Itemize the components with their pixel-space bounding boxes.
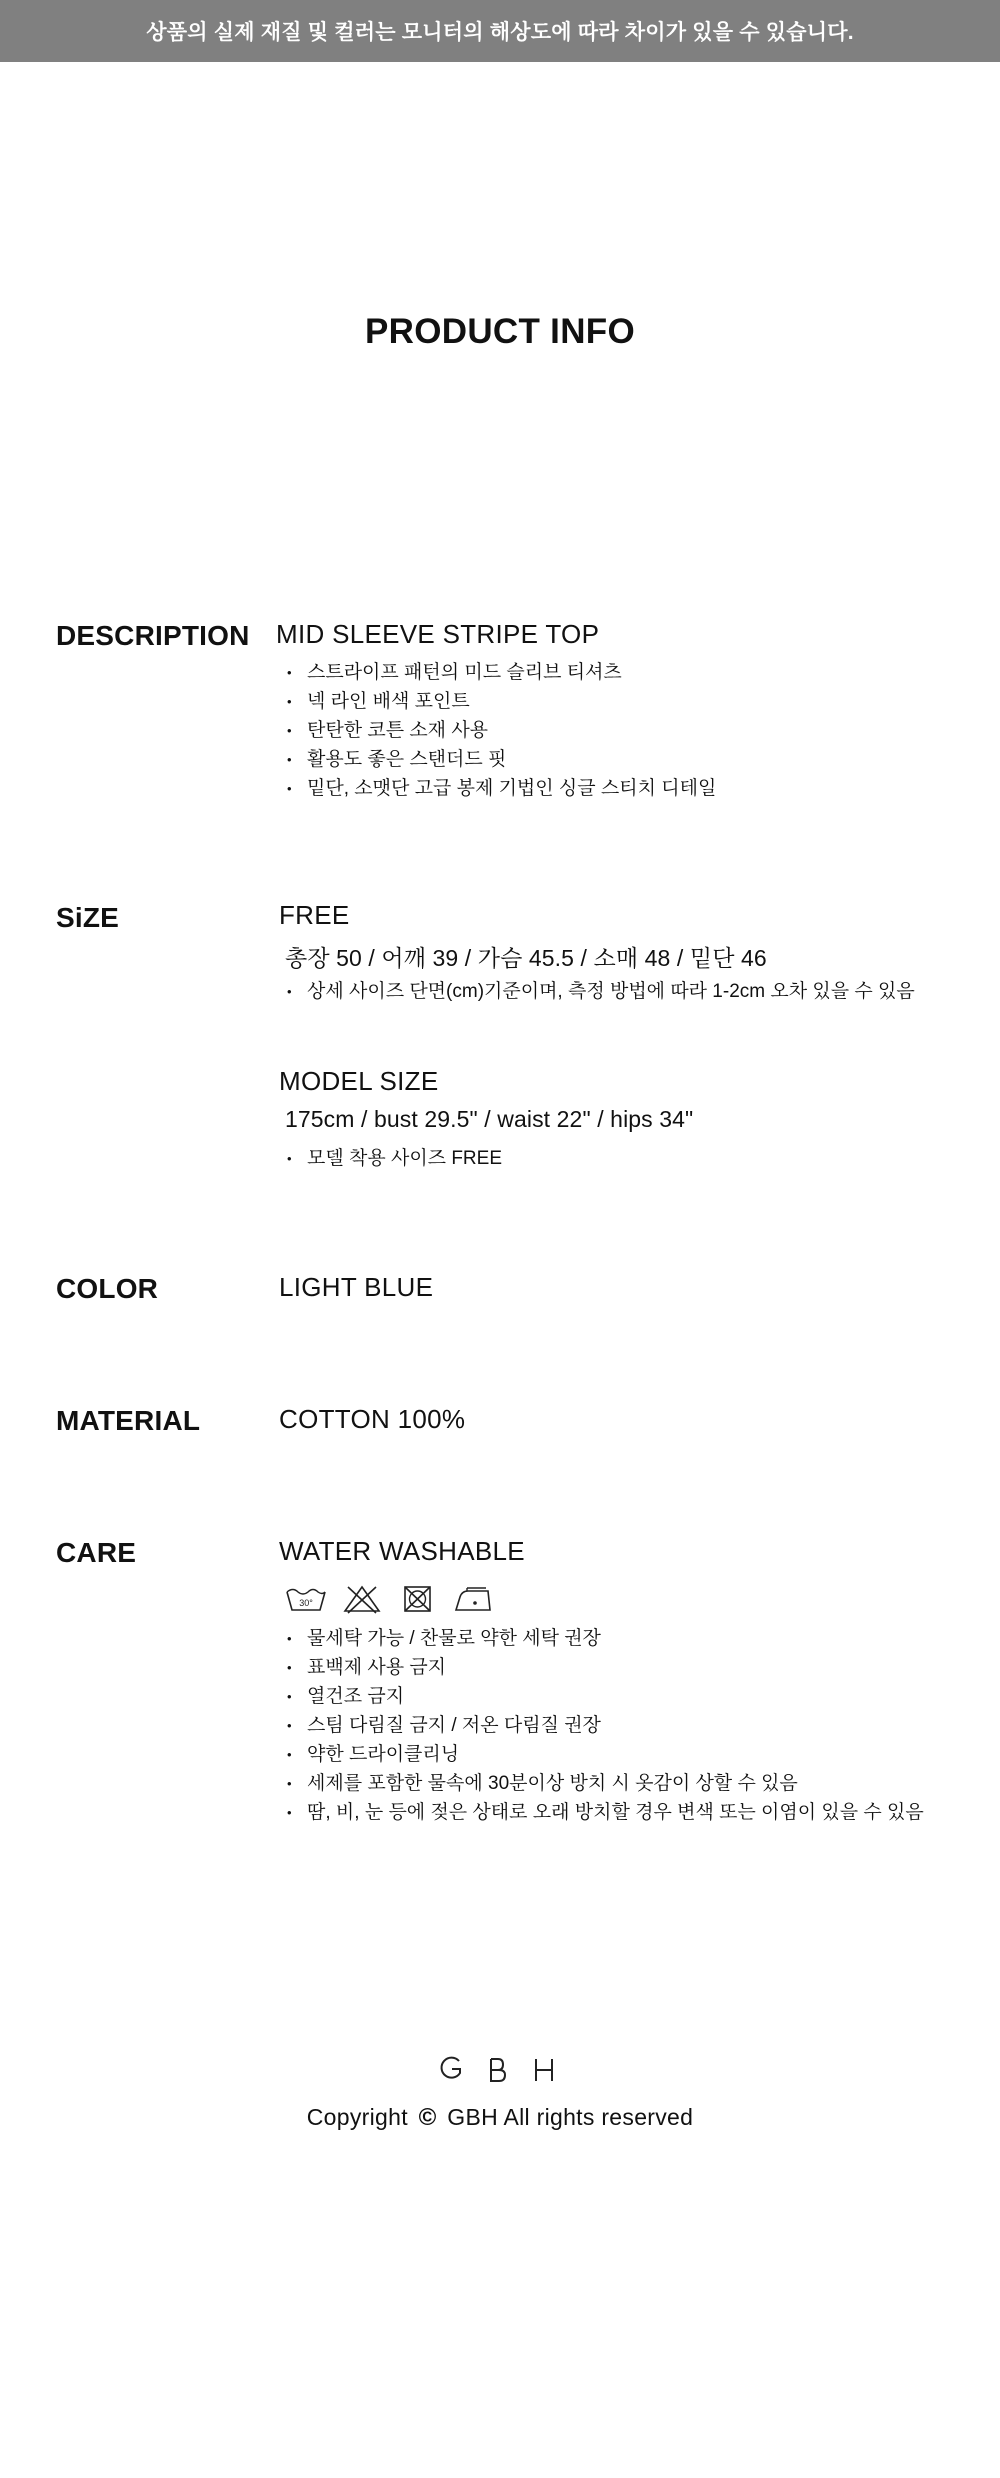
list-item: • 물세탁 가능 / 찬물로 약한 세탁 권장 bbox=[278, 1624, 924, 1653]
list-item: • 땀, 비, 눈 등에 젖은 상태로 오래 방치할 경우 변색 또는 이염이 있을 수 있음 bbox=[278, 1798, 924, 1827]
size-heading: FREE bbox=[279, 900, 350, 930]
model-measurements: 175cm / bust 29.5" / waist 22" / hips 34" bbox=[285, 1106, 694, 1132]
copyright-symbol: © bbox=[418, 2104, 437, 2131]
size-note-list bbox=[278, 977, 915, 1006]
brand-logo bbox=[0, 2053, 1000, 2085]
list-item: • 밑단, 소맷단 고급 봉제 기법인 싱글 스티치 디테일 bbox=[278, 774, 716, 803]
no-bleach-icon bbox=[340, 1583, 384, 1615]
wash-30-icon bbox=[284, 1583, 328, 1615]
copyright-prefix: Copyright bbox=[306, 2104, 408, 2130]
list-item: • 스팀 다림질 금지 / 저온 다림질 권장 bbox=[278, 1711, 924, 1740]
wash-temperature: 30° bbox=[299, 1598, 313, 1608]
model-note-list bbox=[278, 1144, 502, 1173]
care-heading: WATER WASHABLE bbox=[279, 1536, 525, 1566]
size-label: SiZE bbox=[56, 902, 120, 933]
list-item: • 세제를 포함한 물속에 30분이상 방치 시 옷감이 상할 수 있음 bbox=[278, 1769, 924, 1798]
iron-low-icon bbox=[452, 1583, 496, 1615]
notice-text: 상품의 실제 재질 및 컬러는 모니터의 해상도에 따라 차이가 있을 수 있습니다. bbox=[146, 21, 854, 44]
list-item: • 약한 드라이클리닝 bbox=[278, 1740, 924, 1769]
copyright-suffix: GBH All rights reserved bbox=[447, 2104, 694, 2130]
color-value: LIGHT BLUE bbox=[279, 1272, 434, 1302]
no-tumble-dry-icon bbox=[396, 1583, 440, 1615]
care-list bbox=[278, 1624, 924, 1827]
page-title: PRODUCT INFO bbox=[365, 312, 635, 351]
color-label: COLOR bbox=[56, 1273, 159, 1304]
list-item: • 표백제 사용 금지 bbox=[278, 1653, 924, 1682]
list-item: • 모델 착용 사이즈 FREE bbox=[278, 1144, 502, 1173]
list-item: • 활용도 좋은 스탠더드 핏 bbox=[278, 745, 716, 774]
care-icons bbox=[284, 1583, 496, 1615]
list-item: • 탄탄한 코튼 소재 사용 bbox=[278, 716, 716, 745]
material-label: MATERIAL bbox=[56, 1405, 201, 1436]
list-item: • 스트라이프 패턴의 미드 슬리브 티셔츠 bbox=[278, 658, 716, 687]
list-item: • 넥 라인 배색 포인트 bbox=[278, 687, 716, 716]
list-item: • 상세 사이즈 단면(cm)기준이며, 측정 방법에 따라 1-2cm 오차 있을 수 있음 bbox=[278, 977, 915, 1006]
list-item: • 열건조 금지 bbox=[278, 1682, 924, 1711]
description-label: DESCRIPTION bbox=[56, 620, 250, 651]
material-value: COTTON 100% bbox=[279, 1404, 466, 1434]
description-list bbox=[278, 658, 716, 803]
care-label: CARE bbox=[56, 1537, 137, 1568]
product-name: MID SLEEVE STRIPE TOP bbox=[276, 619, 600, 649]
size-measurements: 총장 50 / 어깨 39 / 가슴 45.5 / 소매 48 / 밑단 46 bbox=[285, 945, 767, 971]
model-size-heading: MODEL SIZE bbox=[279, 1066, 439, 1096]
copyright bbox=[0, 2104, 1000, 2132]
brand-logo-mark bbox=[438, 2053, 562, 2085]
notice-bar bbox=[0, 0, 1000, 62]
